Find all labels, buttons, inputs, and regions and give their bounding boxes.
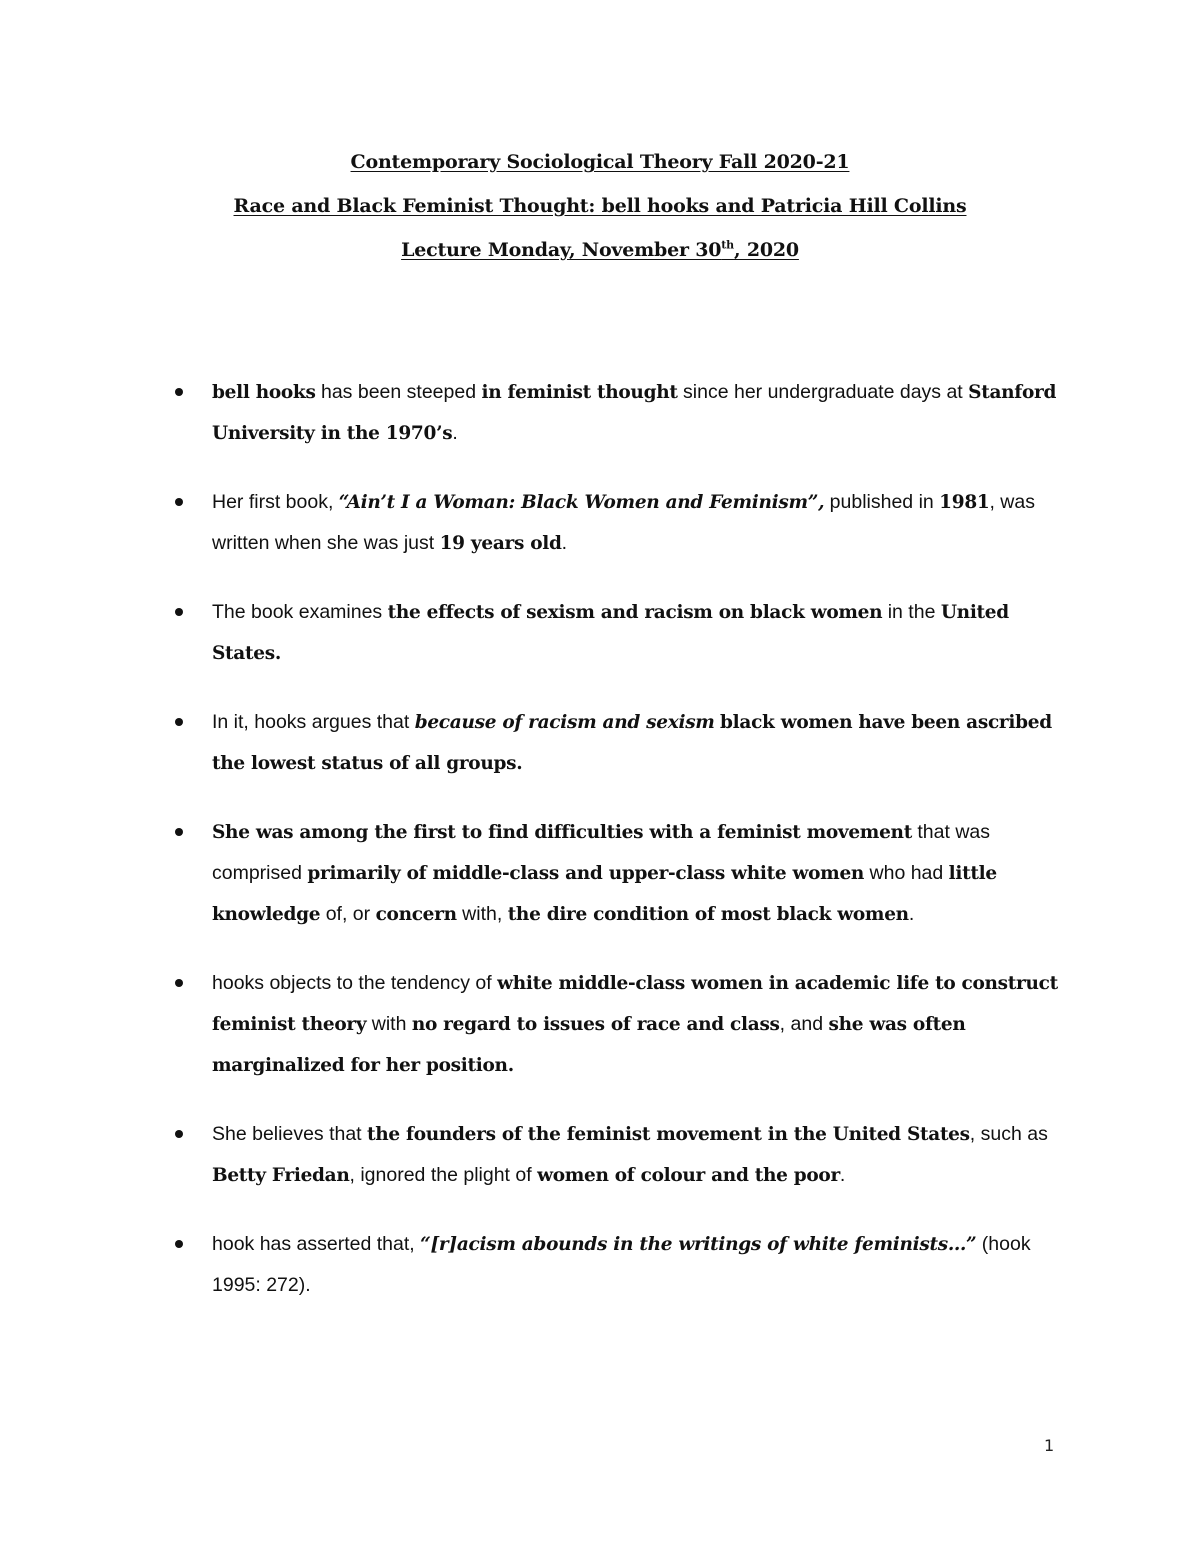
text: , was written when she was just	[212, 491, 1035, 554]
bold-text: women of colour and the poor	[537, 1165, 840, 1186]
bold-text: United States.	[212, 602, 1009, 664]
bold-text: She was among the first to find difficulties with a feminist movement	[212, 822, 912, 843]
text: She believes that	[212, 1123, 368, 1145]
list-item	[0, 482, 1200, 564]
lecture-date	[0, 228, 1200, 272]
lecture-date-prefix: Lecture Monday, November 30	[401, 239, 722, 261]
text: of, or	[320, 903, 376, 925]
bold-text: white middle-class women in academic life to construct feminist theory	[212, 973, 1058, 1035]
bold-text: no regard to issues of race and class	[411, 1014, 780, 1035]
text: .	[561, 532, 568, 554]
text: Her first book,	[212, 491, 339, 513]
text: has been steeped	[315, 381, 482, 403]
italic-bold-text: “Ain’t I a Woman: Black Women and Feminism”,	[338, 492, 825, 513]
text: that was comprised	[212, 821, 990, 884]
list-item	[0, 1224, 1200, 1306]
bold-text: the dire condition of most black women	[507, 904, 909, 925]
text: .	[839, 1164, 846, 1186]
course-title: Contemporary Sociological Theory Fall 2020-21	[350, 151, 850, 173]
text: , and	[779, 1013, 829, 1035]
bold-text: the effects of sexism and racism on black women	[387, 602, 883, 623]
text: in the	[882, 601, 941, 623]
list-item	[0, 963, 1200, 1086]
text: hook has asserted that,	[212, 1233, 421, 1255]
text: The book examines	[212, 601, 388, 623]
text: .	[452, 422, 458, 444]
bold-text: bell hooks	[212, 382, 316, 403]
book-title	[339, 492, 824, 513]
text: published in	[824, 491, 940, 513]
document-header	[0, 140, 1200, 272]
lecture-date-year: , 2020	[733, 239, 799, 261]
bold-text: 19 years old	[439, 533, 562, 554]
lecture-topic: Race and Black Feminist Thought: bell hooks and Patricia Hill Collins	[233, 195, 967, 217]
bold-text: little knowledge	[212, 863, 997, 925]
bold-text: the founders of the feminist movement in the United States	[367, 1124, 970, 1145]
text: , ignored the plight of	[349, 1164, 538, 1186]
text: In it, hooks argues that	[212, 711, 415, 733]
list-item	[0, 1114, 1200, 1196]
text: .	[908, 903, 915, 925]
lecture-date-ordinal: th	[721, 238, 734, 252]
text: hooks objects to the tendency of	[212, 972, 498, 994]
bullet-list	[0, 372, 1200, 1334]
bold-text: primarily of middle-class and upper-class white women	[307, 863, 865, 884]
text: , such as	[969, 1123, 1048, 1145]
italic-bold-text: because of racism and sexism	[414, 712, 715, 733]
text: (hook 1995: 272).	[212, 1233, 1031, 1296]
text: with	[366, 1013, 412, 1035]
list-item	[0, 812, 1200, 935]
page-number: 1	[1044, 1436, 1055, 1455]
italic-bold-text: “[r]acism abounds in the writings of white feminists…”	[420, 1234, 977, 1255]
bold-text: in feminist thought	[481, 382, 678, 403]
bold-text: Betty Friedan	[212, 1165, 350, 1186]
list-item	[0, 372, 1200, 454]
text: since her undergraduate days at	[677, 381, 969, 403]
bold-text: concern	[375, 904, 457, 925]
bold-text: Stanford University in the 1970’s	[212, 382, 1057, 444]
quotation	[420, 1234, 976, 1255]
text: who had	[864, 862, 949, 884]
bold-text: black women have been ascribed the lowest status of all groups.	[212, 712, 1052, 774]
list-item	[0, 592, 1200, 674]
bold-text: 1981	[939, 492, 990, 513]
list-item	[0, 702, 1200, 784]
bold-text: she was often marginalized for her position.	[212, 1014, 966, 1076]
text: with,	[456, 903, 508, 925]
emphasis	[415, 712, 715, 733]
